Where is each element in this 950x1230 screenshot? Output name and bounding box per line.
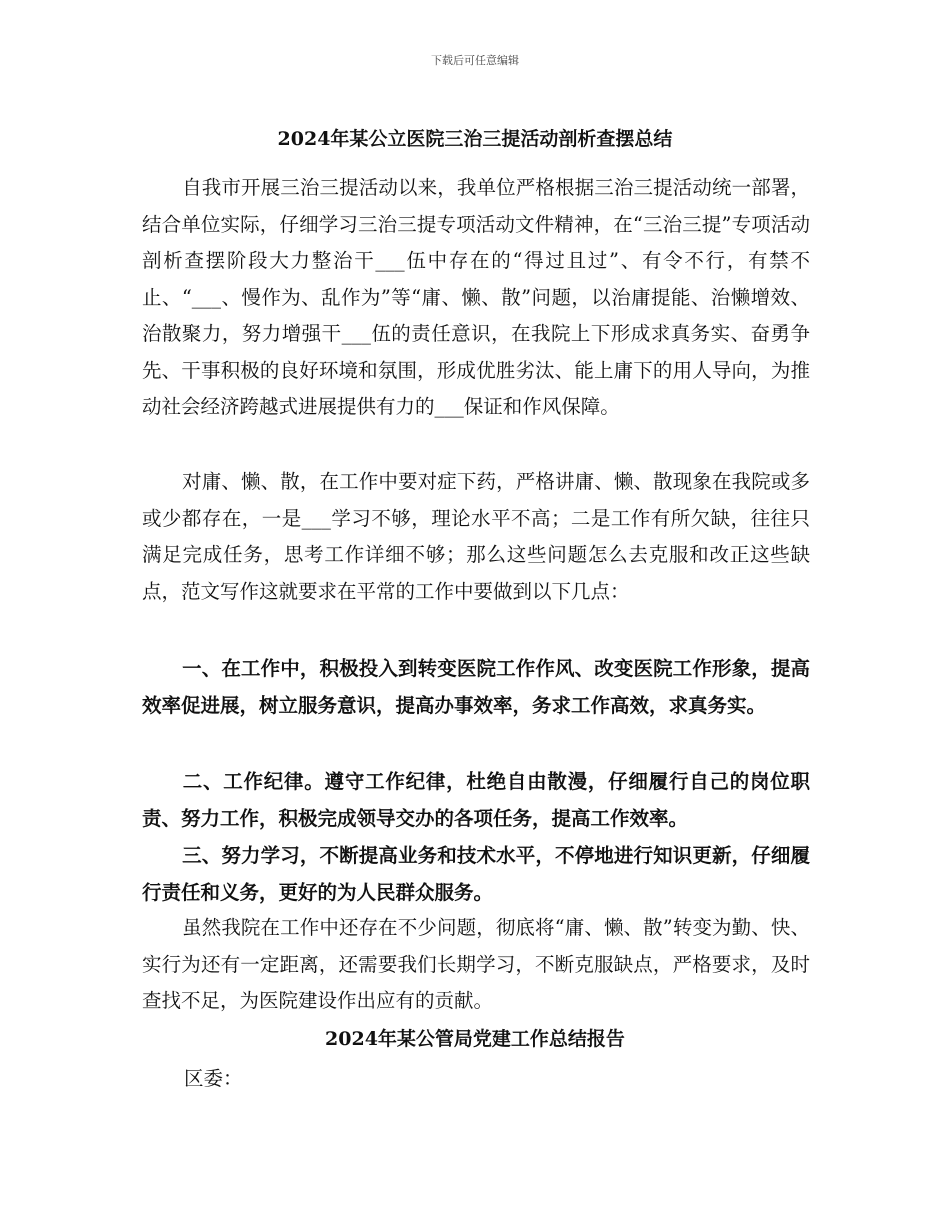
paragraph-point-3 bbox=[142, 838, 810, 911]
paragraph-1-text: 自我市开展三治三提活动以来，我单位严格根据三治三提活动统一部署，结合单位实际，仔细学习三治三提专项活动文件精神，在“三治三提”专项活动剖析查摆阶段大力整治干___伍中存在的“得过且过”、有令不行，有禁不止、“___、慢作为、乱作为”等“庸、懒、散”问题，以治庸提能、治懒增效、治散聚力，努力增强干___伍的责任意识，在我院上下形成求真务实、奋勇争先、干事积极的良好环境和氛围，形成优胜劣汰、能上庸下的用人导向，为推动社会经济跨越式进展提供有力的___保证和作风保障。 bbox=[142, 176, 810, 418]
paragraph-1 bbox=[142, 170, 810, 426]
paragraph-conclusion-text: 虽然我院在工作中还存在不少问题，彻底将“庸、懒、散”转变为勤、快、实行为还有一定距离，还需要我们长期学习，不断克服缺点，严格要求，及时查找不足，为医院建设作出应有的贡献。 bbox=[142, 916, 810, 1012]
document-title: 2024年某公立医院三治三提活动剖析查摆总结 bbox=[277, 128, 673, 150]
page-header-note: 下载后可任意编辑 bbox=[431, 54, 519, 67]
paragraph-point-2 bbox=[142, 764, 810, 837]
paragraph-2 bbox=[142, 464, 810, 610]
paragraph-point-1-text: 一、在工作中，积极投入到转变医院工作作风、改变医院工作形象，提高效率促进展，树立服务意识，提高办事效率，务求工作高效，求真务实。 bbox=[142, 657, 810, 717]
paragraph-point-1 bbox=[142, 651, 810, 724]
paragraph-point-2-text: 二、工作纪律。遵守工作纪律，杜绝自由散漫，仔细履行自己的岗位职责、努力工作，积极完成领导交办的各项任务，提高工作效率。 bbox=[142, 770, 810, 830]
paragraph-point-3-text: 三、努力学习，不断提高业务和技术水平，不停地进行知识更新，仔细履行责任和义务，更好的为人民群众服务。 bbox=[142, 844, 810, 904]
addressee: 区委： bbox=[184, 1067, 243, 1090]
paragraph-conclusion bbox=[142, 910, 810, 1020]
second-document-title: 2024年某公管局党建工作总结报告 bbox=[325, 1028, 625, 1050]
paragraph-2-text: 对庸、懒、散，在工作中要对症下药，严格讲庸、懒、散现象在我院或多或少都存在，一是___学习不够，理论水平不高；二是工作有所欠缺，往往只满足完成任务，思考工作详细不够；那么这些问题怎么去克服和改正这些缺点，范文写作这就要求在平常的工作中要做到以下几点： bbox=[142, 470, 810, 603]
